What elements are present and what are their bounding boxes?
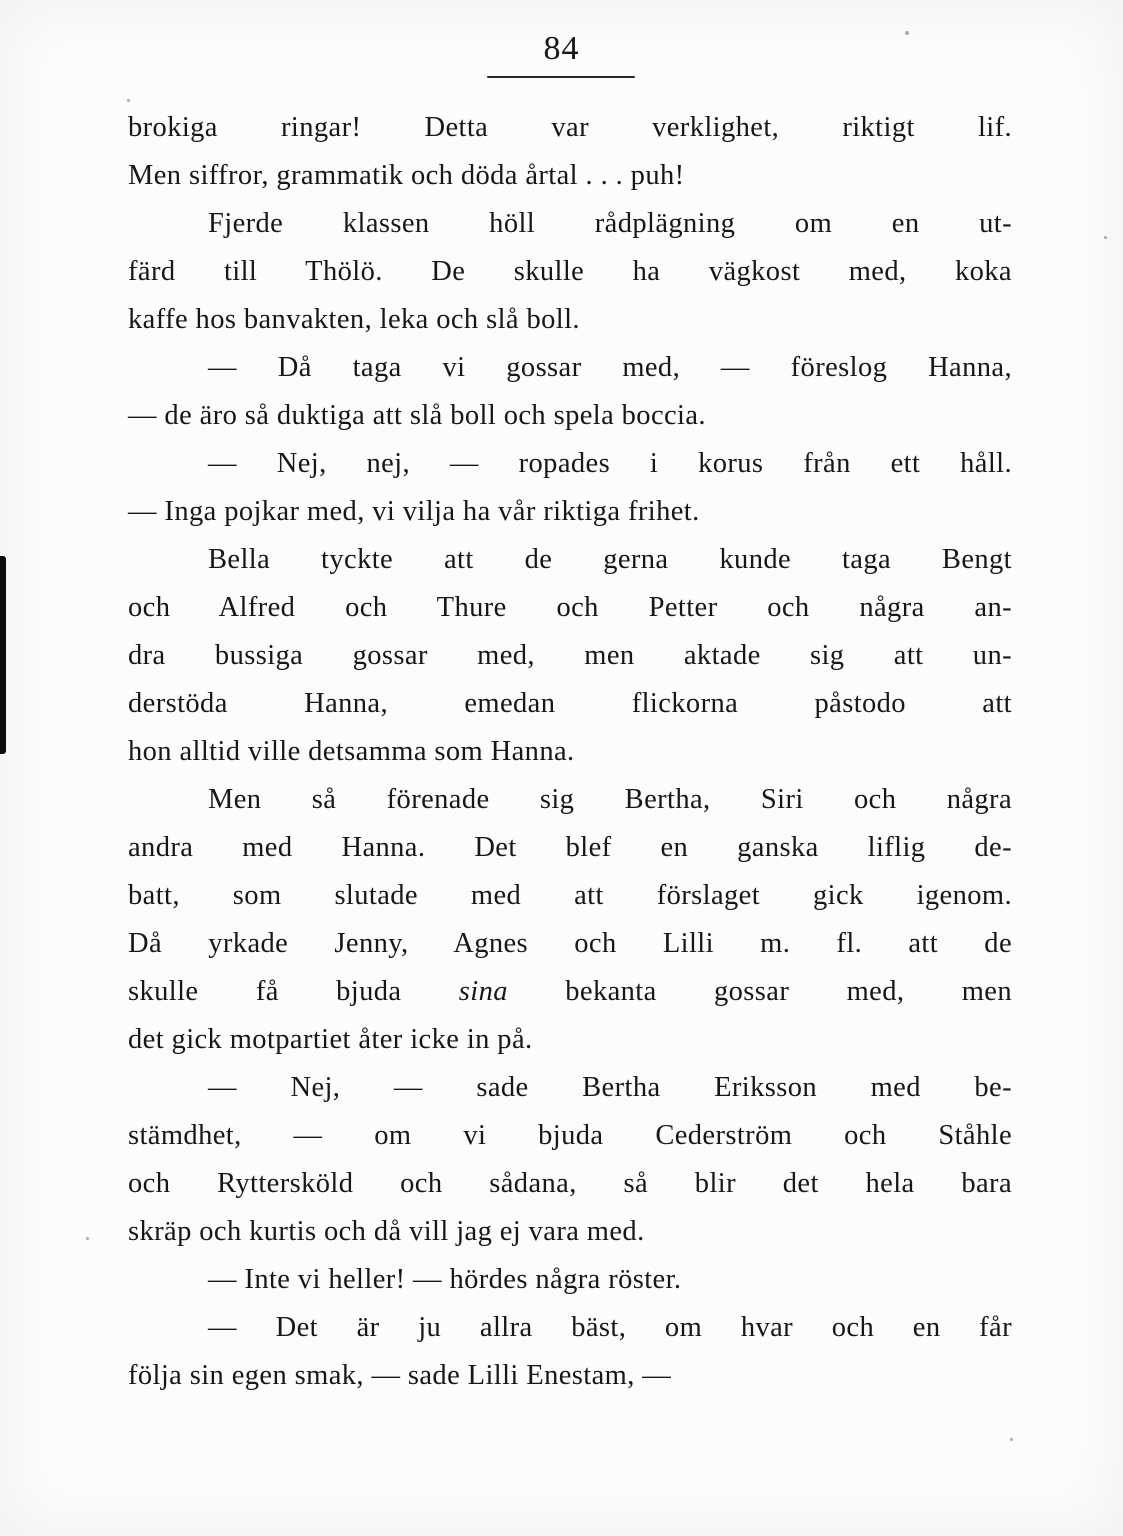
- text-segment: batt, som slutade med att förslaget gick igenom.: [128, 880, 1012, 911]
- text-segment: färd till Thölö. De skulle ha vägkost med, koka: [128, 256, 1012, 287]
- text-segment: följa sin egen smak, — sade Lilli Enestam, —: [128, 1360, 672, 1391]
- text-line: [128, 152, 1012, 200]
- scan-speck: [127, 99, 130, 102]
- scan-speck: [1104, 236, 1107, 239]
- page-number-rule: [487, 76, 635, 78]
- text-segment: Då yrkade Jenny, Agnes och Lilli m. fl. att de: [128, 928, 1012, 959]
- text-line: [128, 488, 1012, 536]
- text-segment: — Nej, — sade Bertha Eriksson med be-: [208, 1072, 1012, 1103]
- text-segment: — Nej, nej, — ropades i korus från ett håll.: [208, 448, 1012, 479]
- text-line: [128, 344, 1012, 392]
- text-line: [128, 968, 1012, 1016]
- text-line: [128, 584, 1012, 632]
- scan-speck: [1010, 1438, 1013, 1441]
- text-line: [128, 1256, 1012, 1304]
- text-segment: stämdhet, — om vi bjuda Cederström och Ståhle: [128, 1120, 1012, 1151]
- text-line: [128, 872, 1012, 920]
- text-segment: kaffe hos banvakten, leka och slå boll.: [128, 304, 580, 335]
- text-line: [128, 824, 1012, 872]
- text-segment-italic: sina: [458, 976, 508, 1007]
- text-segment: hon alltid ville detsamma som Hanna.: [128, 736, 575, 767]
- text-segment: dra bussiga gossar med, men aktade sig att un-: [128, 640, 1012, 671]
- text-segment: och Ryttersköld och sådana, så blir det hela bara: [128, 1168, 1012, 1199]
- text-line: [128, 1064, 1012, 1112]
- text-segment: Men så förenade sig Bertha, Siri och några: [208, 784, 1012, 815]
- text-segment: och Alfred och Thure och Petter och några an-: [128, 592, 1012, 623]
- text-segment: skräp och kurtis och då vill jag ej vara med.: [128, 1216, 645, 1247]
- text-line: [128, 728, 1012, 776]
- text-line: [128, 1112, 1012, 1160]
- text-line: [128, 104, 1012, 152]
- text-line: [128, 680, 1012, 728]
- text-line: [128, 536, 1012, 584]
- text-line: [128, 296, 1012, 344]
- text-line: [128, 632, 1012, 680]
- text-segment: — Då taga vi gossar med, — föreslog Hanna,: [208, 352, 1012, 383]
- scan-speck: [86, 1237, 89, 1240]
- text-line: [128, 776, 1012, 824]
- text-segment: derstöda Hanna, emedan flickorna påstodo att: [128, 688, 1012, 719]
- text-line: [128, 392, 1012, 440]
- text-line: [128, 200, 1012, 248]
- text-segment: bekanta gossar med, men: [507, 976, 1012, 1007]
- text-segment: Men siffror, grammatik och döda årtal . . . puh!: [128, 160, 685, 191]
- text-line: [128, 1208, 1012, 1256]
- text-line: [128, 920, 1012, 968]
- text-line: [128, 1352, 1012, 1400]
- text-line: [128, 248, 1012, 296]
- text-segment: — Inte vi heller! — hördes några röster.: [208, 1264, 682, 1295]
- scan-speck: [905, 31, 909, 35]
- text-segment: det gick motpartiet åter icke in på.: [128, 1024, 533, 1055]
- text-segment: andra med Hanna. Det blef en ganska liflig de-: [128, 832, 1012, 863]
- page-header: [0, 30, 1123, 68]
- text-segment: skulle få bjuda: [128, 976, 459, 1007]
- text-segment: Fjerde klassen höll rådplägning om en ut-: [208, 208, 1012, 239]
- text-line: [128, 1160, 1012, 1208]
- page-text: [128, 104, 1012, 1400]
- text-segment: — de äro så duktiga att slå boll och spela boccia.: [128, 400, 706, 431]
- text-segment: — Det är ju allra bäst, om hvar och en får: [208, 1312, 1012, 1343]
- text-segment: Bella tyckte att de gerna kunde taga Bengt: [208, 544, 1012, 575]
- text-segment: brokiga ringar! Detta var verklighet, riktigt lif.: [128, 112, 1012, 143]
- page-number: 84: [543, 30, 580, 67]
- text-line: [128, 440, 1012, 488]
- scan-edge-artifact: [0, 556, 6, 754]
- text-line: [128, 1016, 1012, 1064]
- text-line: [128, 1304, 1012, 1352]
- text-segment: — Inga pojkar med, vi vilja ha vår riktiga frihet.: [128, 496, 700, 527]
